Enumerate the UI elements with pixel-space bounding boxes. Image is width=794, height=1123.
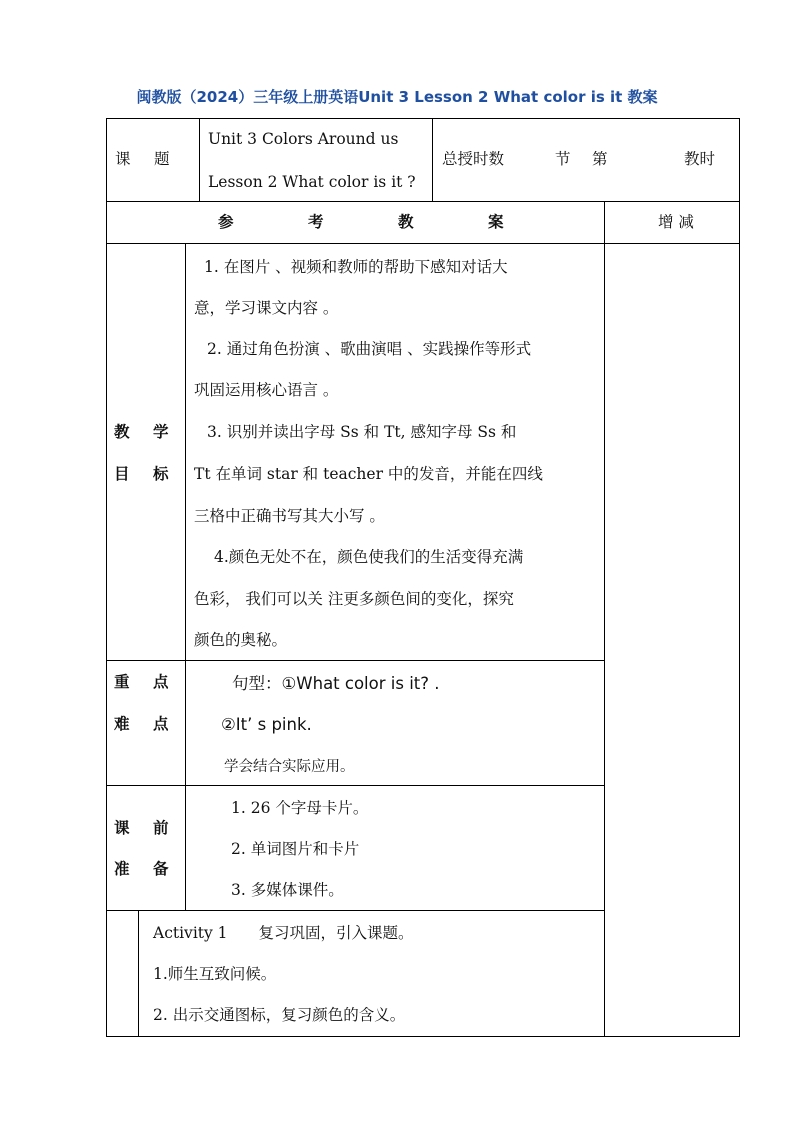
keypoint-note: 学会结合实际应用。 xyxy=(224,759,355,775)
table-rule xyxy=(199,118,200,201)
label-preparation: 课 前 xyxy=(114,818,173,837)
objective-line: 4.颜色无处不在，颜色使我们的生活变得充满 xyxy=(214,548,524,566)
label-topic: 课 题 xyxy=(115,150,174,168)
keypoint-sentence: ②It’ s pink. xyxy=(221,715,312,734)
objective-line: Tt 在单词 star 和 teacher 中的发音，并能在四线 xyxy=(194,465,543,483)
objective-line: 意，学习课文内容 。 xyxy=(194,299,339,317)
table-rule xyxy=(106,785,605,786)
header-char: 参 xyxy=(218,212,234,231)
objective-line: 1. 在图片 、视频和教师的帮助下感知对话大 xyxy=(204,258,508,276)
total-hours-label: 总授时数 xyxy=(442,150,505,168)
table-rule xyxy=(432,118,433,201)
ordinal-label: 第 xyxy=(592,150,608,168)
table-border-bottom xyxy=(106,1036,740,1037)
table-rule xyxy=(106,243,740,244)
header-char: 教 xyxy=(398,212,414,231)
table-rule xyxy=(138,910,139,1036)
preparation-item: 1. 26 个字母卡片。 xyxy=(231,799,369,817)
label-keypoints: 难 点 xyxy=(114,714,173,733)
section-label: 节 xyxy=(555,150,571,168)
lesson-title: Lesson 2 What color is it ? xyxy=(208,173,416,191)
label-keypoints: 重 点 xyxy=(114,672,173,691)
table-rule xyxy=(106,201,740,202)
activity-step: 2. 出示交通图标，复习颜色的含义。 xyxy=(153,1006,406,1024)
label-preparation: 准 备 xyxy=(114,859,173,878)
table-border-left xyxy=(106,118,107,1037)
table-border-top xyxy=(106,118,740,119)
preparation-item: 3. 多媒体课件。 xyxy=(231,881,344,899)
table-rule xyxy=(604,201,605,1036)
activity-heading: Activity 1 复习巩固，引入课题。 xyxy=(153,924,414,942)
keypoint-sentence: 句型：①What color is it? . xyxy=(232,674,440,693)
label-objectives: 教 学 xyxy=(114,422,173,441)
objective-line: 3. 识别并读出字母 Ss 和 Tt, 感知字母 Ss 和 xyxy=(207,423,517,441)
label-objectives: 目 标 xyxy=(114,464,173,483)
table-border-right xyxy=(739,118,740,1037)
table-rule xyxy=(106,910,605,911)
header-char: 案 xyxy=(488,212,504,231)
objective-line: 颜色的奥秘。 xyxy=(194,631,288,649)
objective-line: 三格中正确书写其大小写 。 xyxy=(194,507,385,525)
preparation-item: 2. 单词图片和卡片 xyxy=(231,840,360,858)
adjust-header: 增 减 xyxy=(658,213,694,231)
document-title: 闽教版（2024）三年级上册英语Unit 3 Lesson 2 What color is it 教案 xyxy=(136,88,658,106)
objective-line: 2. 通过角色扮演 、歌曲演唱 、实践操作等形式 xyxy=(207,340,532,358)
objective-line: 巩固运用核心语言 。 xyxy=(194,381,339,399)
table-rule xyxy=(106,660,605,661)
unit-title: Unit 3 Colors Around us xyxy=(208,130,399,148)
header-char: 考 xyxy=(308,212,324,231)
table-rule xyxy=(185,243,186,910)
objective-line: 色彩， 我们可以关 注更多颜色间的变化，探究 xyxy=(194,590,514,608)
activity-step: 1.师生互致问候。 xyxy=(153,965,277,983)
period-label: 教时 xyxy=(684,150,716,168)
